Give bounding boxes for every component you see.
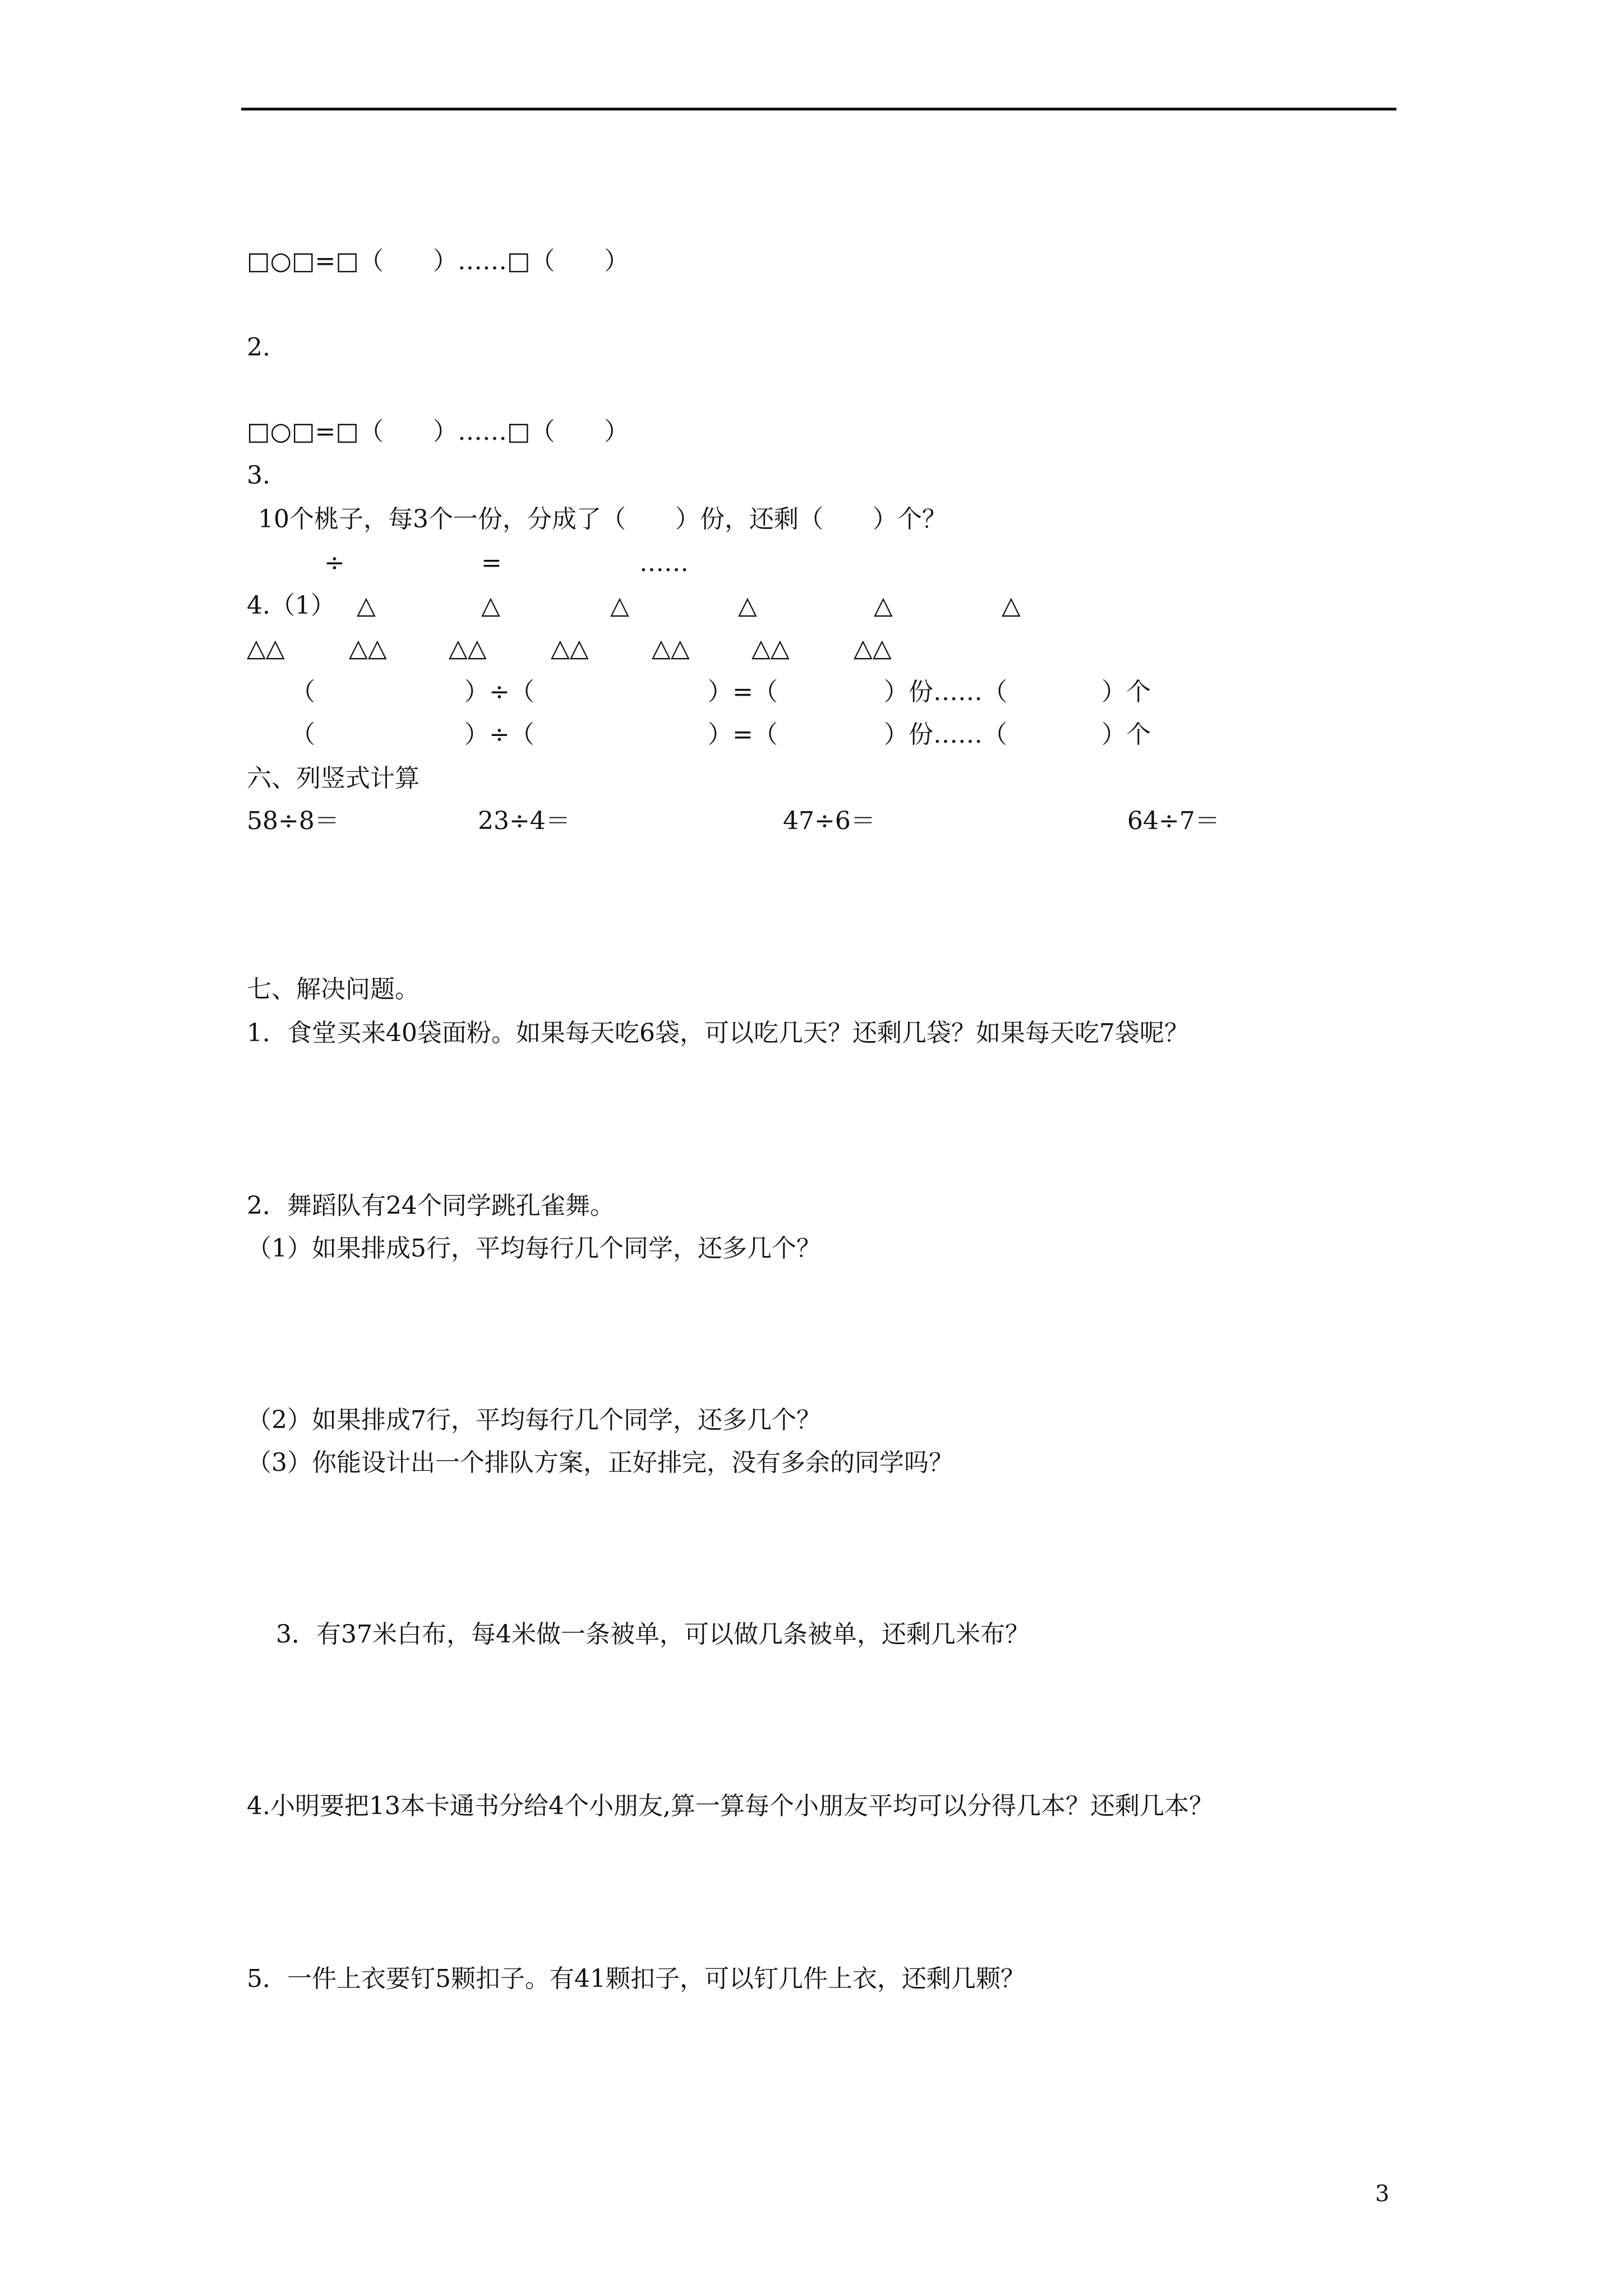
section7-problem-3: 3．有37米白布，每4米做一条被单，可以做几条被单，还剩几米布？	[276, 1620, 1030, 1649]
q4-blank-row-1-ge: ）个	[1101, 678, 1151, 706]
header-rule	[241, 108, 1396, 111]
section7-problem-4: 4.小明要把13本卡通书分给4个小朋友,算一算每个小朋友平均可以分得几本？还剩几本？	[247, 1792, 1214, 1820]
section7-problem-2-part-2: （2）如果排成7行，平均每行几个同学，还多几个？	[247, 1406, 821, 1434]
q4-blank-row-2-divide: ）÷（	[464, 720, 534, 749]
q4-triangle-pair-4: △△	[551, 634, 589, 662]
q4-blank-row-2-ge: ）个	[1101, 720, 1151, 749]
q4-blank-row-1-equals: ）=（	[708, 678, 778, 706]
section7-problem-2-part-1: （1）如果排成5行，平均每行几个同学，还多几个？	[247, 1234, 821, 1263]
q3-label: 3.	[247, 461, 270, 490]
q4-triangle-pair-3: △△	[449, 634, 487, 662]
q4-triangle-pair-7: △△	[854, 634, 892, 662]
section6-problem-3: 47÷6＝	[783, 807, 875, 835]
q3-equals-symbol: =	[481, 549, 502, 577]
section7-problem-2: 2．舞蹈队有24个同学跳孔雀舞。	[247, 1191, 615, 1220]
q4-blank-row-2-fen: ）份……（	[884, 720, 1007, 749]
q3-text: 10个桃子，每3个一份，分成了（ ）份，还剩（ ）个？	[258, 505, 947, 533]
q4-blank-row-2-open: （	[291, 720, 315, 749]
q4-blank-row-1-divide: ）÷（	[464, 678, 534, 706]
q4-triangle-top-1: △	[357, 591, 376, 620]
section7-problem-5: 5．一件上衣要钉5颗扣子。有41颗扣子，可以钉几件上衣，还剩几颗？	[247, 1964, 1025, 1993]
section7-problem-1: 1．食堂买来40袋面粉。如果每天吃6袋，可以吃几天？还剩几袋？如果每天吃7袋呢？	[247, 1019, 1189, 1047]
q4-triangle-pair-5: △△	[652, 634, 690, 662]
q4-triangle-pair-6: △△	[751, 634, 790, 662]
section6-problem-2: 23÷4＝	[478, 807, 570, 835]
q4-blank-row-2-equals: ）=（	[708, 720, 778, 749]
q4-triangle-top-2: △	[481, 591, 500, 620]
q1-equation-line: □○□=□（ ）……□（ ）	[247, 247, 629, 275]
q4-triangle-top-5: △	[874, 591, 893, 620]
q4-triangle-pair-2: △△	[349, 634, 387, 662]
q4-triangle-top-6: △	[1002, 591, 1021, 620]
q3-divide-symbol: ÷	[324, 549, 345, 577]
section6-title: 六、列竖式计算	[247, 764, 419, 793]
q3-remainder-dots: ……	[639, 549, 689, 577]
q4-blank-row-1-open: （	[291, 678, 315, 706]
page-number: 3	[1375, 2181, 1390, 2207]
section6-problem-4: 64÷7＝	[1127, 807, 1220, 835]
q2-equation-line: □○□=□（ ）……□（ ）	[247, 417, 629, 446]
q4-label: 4.（1）	[247, 591, 335, 620]
section7-problem-2-part-3: （3）你能设计出一个排队方案，正好排完，没有多余的同学吗？	[247, 1448, 953, 1477]
q4-triangle-top-4: △	[738, 591, 757, 620]
q4-triangle-top-3: △	[610, 591, 629, 620]
q2-label: 2.	[247, 333, 270, 362]
q4-blank-row-1-fen: ）份……（	[884, 678, 1007, 706]
q4-triangle-pair-1: △△	[247, 634, 285, 662]
section7-title: 七、解决问题。	[247, 975, 419, 1004]
section6-problem-1: 58÷8＝	[247, 807, 339, 835]
